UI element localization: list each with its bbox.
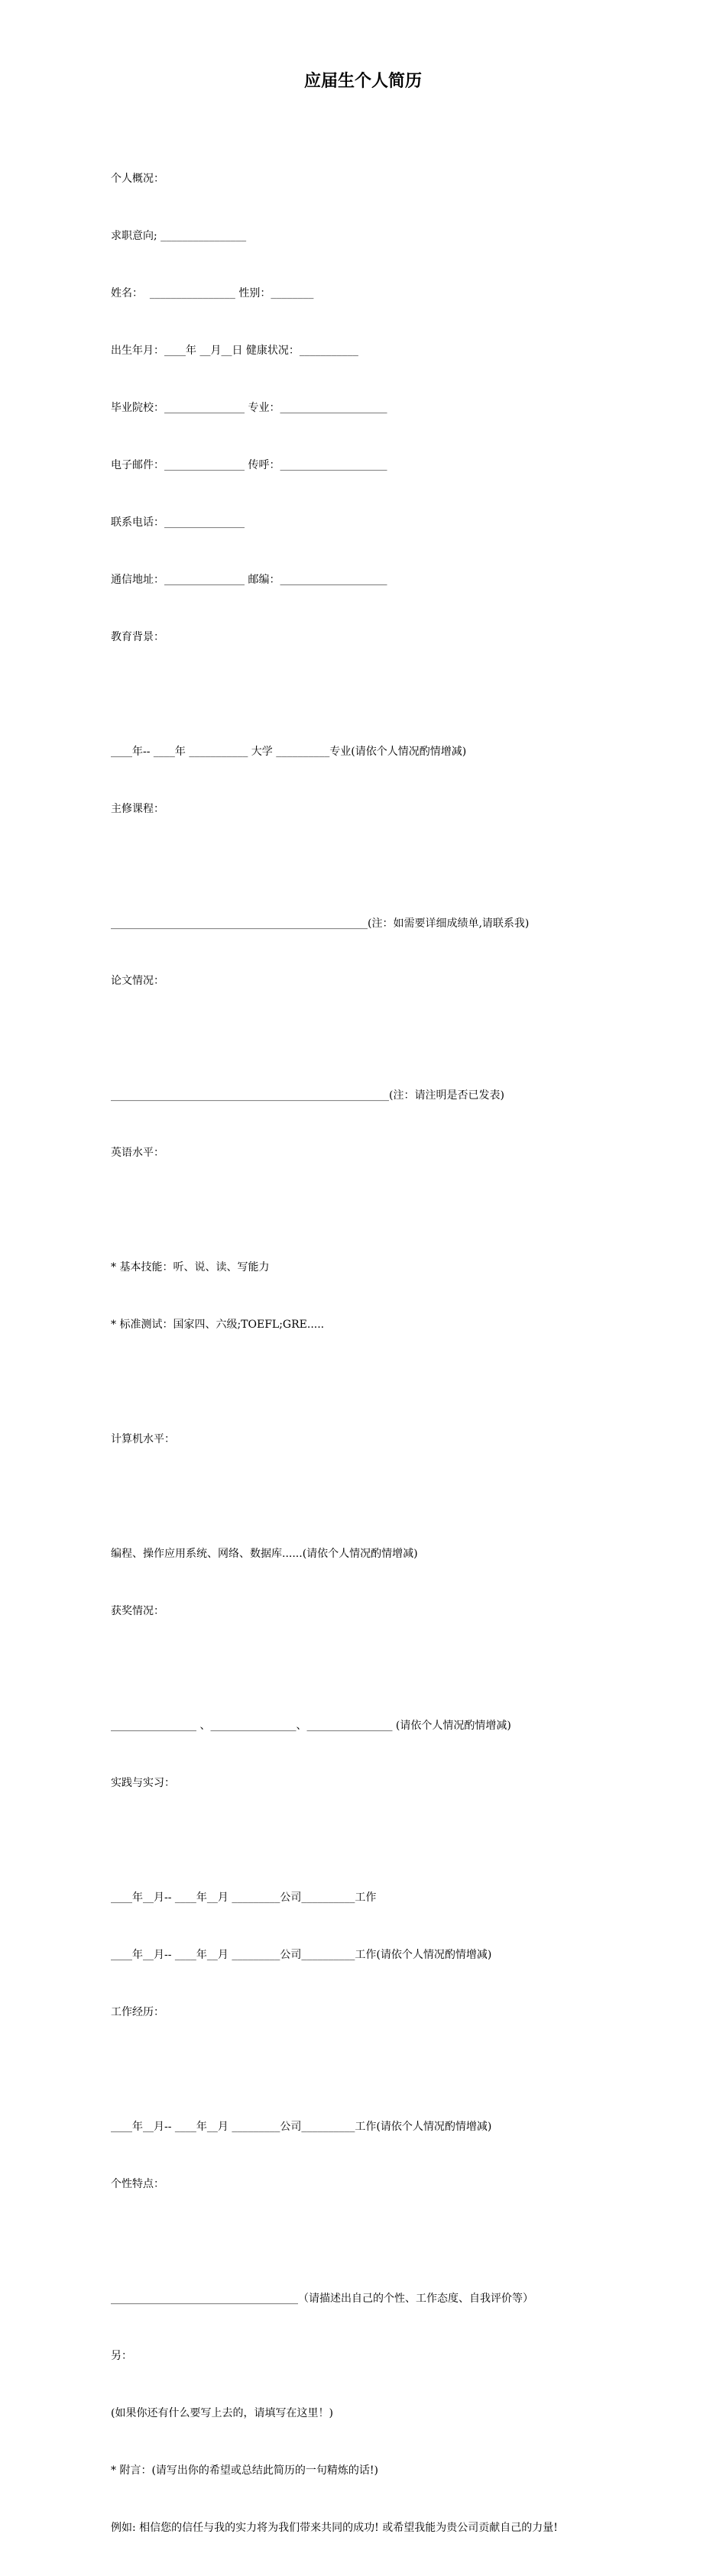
- section-other-header: 另：: [111, 2350, 132, 2362]
- section-courses-header: 主修课程：: [111, 803, 164, 815]
- practice-row-2: ____年__月-- ____年__月 _________公司__________工作(请依个人情况酌情增减): [111, 1949, 492, 1961]
- section-personal-header: 个人概况：: [111, 173, 164, 185]
- spacer: [111, 1659, 715, 1678]
- spacer: [111, 1831, 715, 1850]
- education-row: ____年-- ____年 ___________ 大学 __________专业(请依个人情况酌情增减): [111, 746, 467, 758]
- example-line: 例如: 相信您的信任与我的实力将为我们带来共同的成功! 或希望我能为贵公司贡献自己的力量!: [111, 2522, 558, 2534]
- section-practice-header: 实践与实习：: [111, 1777, 175, 1789]
- section-computer-header: 计算机水平：: [111, 1433, 175, 1445]
- school-major-line: 毕业院校：_______________ 专业：____________________: [111, 402, 387, 414]
- name-gender-line: 姓名： ________________ 性别：________: [111, 287, 314, 299]
- appendix-line: * 附言：(请写出你的希望或总结此简历的一句精炼的话!): [111, 2464, 378, 2477]
- thesis-row: ____________________________________________________(注：请注明是否已发表): [111, 1089, 504, 1102]
- spacer: [111, 1029, 715, 1048]
- phone-line: 联系电话：_______________: [111, 516, 245, 529]
- practice-row-1: ____年__月-- ____年__月 _________公司__________工作: [111, 1892, 377, 1904]
- resume-body: [111, 131, 715, 2576]
- computer-row: 编程、操作应用系统、网络、数据库......(请依个人情况酌情增减): [111, 1548, 418, 1560]
- awards-row: ________________ 、________________、________________ (请依个人情况酌情增减): [111, 1720, 511, 1732]
- spacer: [111, 685, 715, 704]
- spacer: [111, 857, 715, 876]
- spacer: [111, 2232, 715, 2251]
- spacer: [111, 2060, 715, 2079]
- section-education-header: 教育背景：: [111, 631, 164, 643]
- english-tests-line: * 标准测试：国家四、六级;TOEFL;GRE.....: [111, 1319, 325, 1331]
- section-thesis-header: 论文情况：: [111, 975, 164, 987]
- section-english-header: 英语水平：: [111, 1147, 164, 1159]
- section-awards-header: 获奖情况：: [111, 1605, 164, 1617]
- traits-row: ___________________________________（请描述出自己的个性、工作态度、自我评价等）: [111, 2293, 533, 2305]
- spacer: [111, 1373, 715, 1392]
- address-zip-line: 通信地址：_______________ 邮编：____________________: [111, 574, 387, 586]
- email-pager-line: 电子邮件：_______________ 传呼：____________________: [111, 459, 387, 471]
- courses-row: ________________________________________________(注：如需要详细成绩单,请联系我): [111, 917, 530, 930]
- spacer: [111, 1487, 715, 1506]
- english-skills-line: * 基本技能：听、说、读、写能力: [111, 1261, 270, 1273]
- other-note-line: (如果你还有什么要写上去的，请填写在这里！): [111, 2407, 333, 2419]
- section-work-header: 工作经历：: [111, 2006, 164, 2018]
- page-title: 应届生个人简历: [303, 72, 422, 91]
- work-row: ____年__月-- ____年__月 _________公司__________工作(请依个人情况酌情增减): [111, 2121, 492, 2133]
- job-intent-line: 求职意向; ________________: [111, 230, 247, 242]
- birth-health-line: 出生年月：____年 __月__日 健康状况：___________: [111, 345, 358, 357]
- spacer: [111, 1201, 715, 1220]
- section-traits-header: 个性特点：: [111, 2178, 164, 2190]
